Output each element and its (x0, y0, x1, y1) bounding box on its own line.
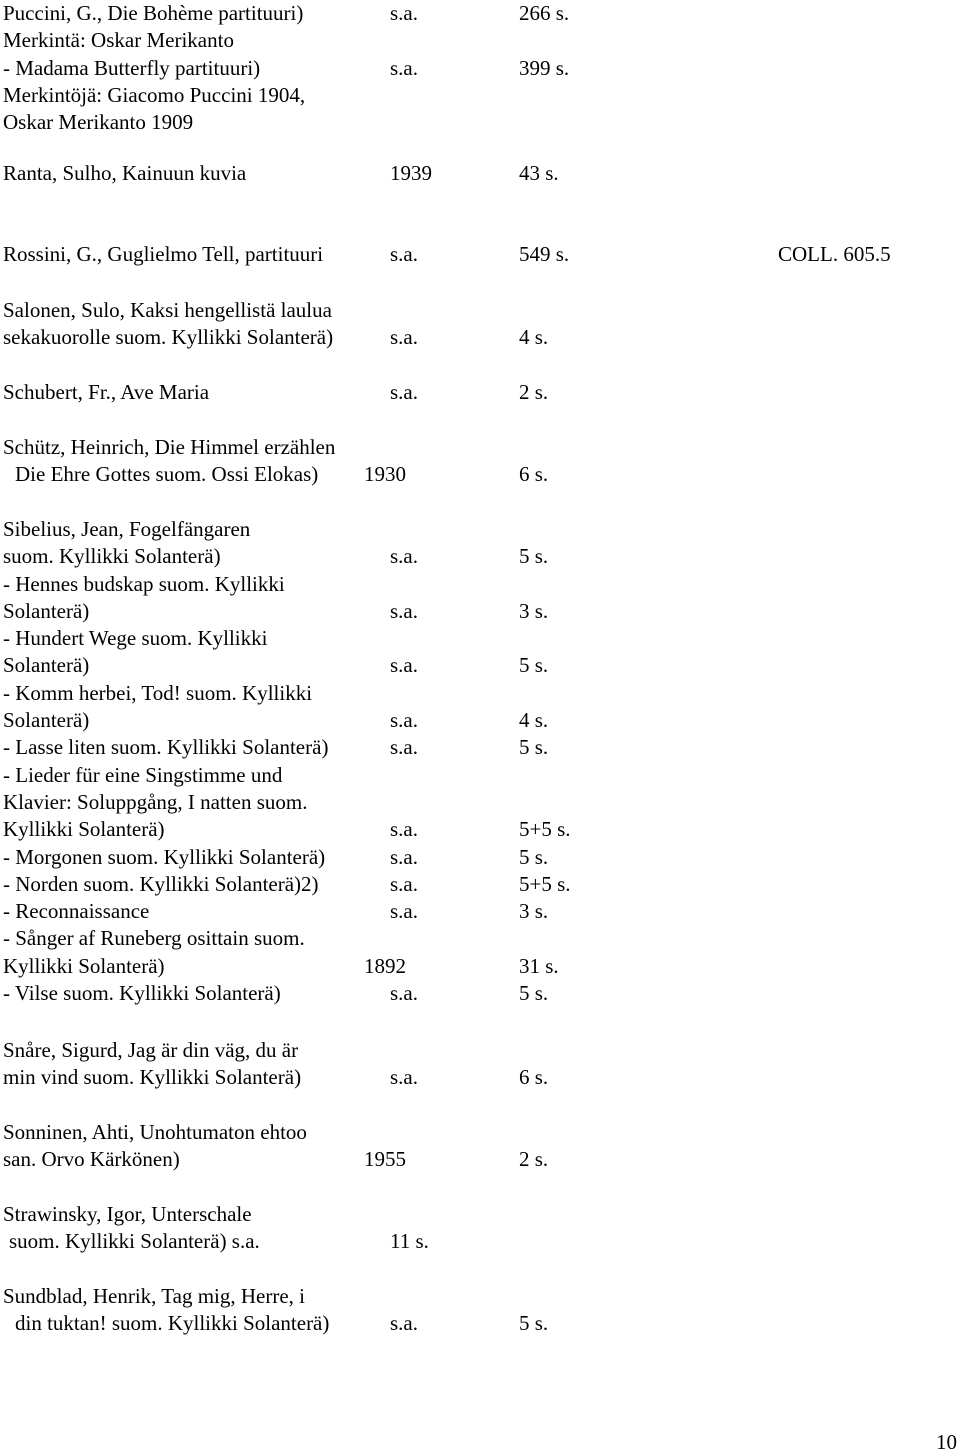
entry-year: s.a. (390, 708, 418, 733)
catalog-entry-schutz (0, 434, 960, 489)
entry-line (0, 82, 960, 109)
entry-pages: 5 s. (519, 653, 549, 678)
entry-line (0, 1146, 960, 1173)
entry-pages: 5 s. (519, 1311, 549, 1336)
entry-title: Sundblad, Henrik, Tag mig, Herre, i (3, 1284, 305, 1308)
entry-line (0, 1119, 960, 1146)
entry-pages: 3 s. (519, 899, 549, 924)
entry-line (0, 844, 960, 871)
entry-title: Solanterä) (3, 708, 90, 733)
entry-line (0, 980, 960, 1007)
entry-year: 1955 (364, 1147, 406, 1172)
entry-pages: 2 s. (519, 380, 549, 404)
catalog-entry-salonen (0, 297, 960, 352)
catalog-entry-snare (0, 1037, 960, 1092)
entry-year: s.a. (390, 242, 418, 266)
entry-title: suom. Kyllikki Solanterä) s.a. (9, 1229, 260, 1254)
entry-line (0, 762, 960, 789)
entry-line (0, 0, 960, 27)
entry-title: - Vilse suom. Kyllikki Solanterä) (3, 981, 281, 1006)
entry-title: Merkintä: Oskar Merikanto (3, 28, 234, 53)
entry-title: Sibelius, Jean, Fogelfängaren (3, 517, 251, 541)
catalog-entry-ranta (0, 160, 960, 187)
entry-line (0, 1228, 960, 1255)
entry-pages: 11 s. (390, 1229, 429, 1254)
entry-pages: 31 s. (519, 953, 559, 978)
entry-line (0, 516, 960, 543)
entry-pages: 43 s. (519, 161, 559, 185)
entry-line (0, 652, 960, 679)
entry-pages: 2 s. (519, 1147, 549, 1172)
entry-line (0, 816, 960, 843)
entry-title: - Norden suom. Kyllikki Solanterä)2) (3, 871, 319, 896)
entry-line (0, 379, 960, 406)
entry-title: Snåre, Sigurd, Jag är din väg, du är (3, 1038, 299, 1062)
entry-title: - Hundert Wege suom. Kyllikki (3, 626, 268, 651)
entry-line (0, 109, 960, 136)
entry-title: Klavier: Soluppgång, I natten suom. (3, 789, 308, 814)
entry-year: s.a. (390, 1, 418, 25)
entry-line (0, 434, 960, 461)
entry-year: s.a. (390, 544, 418, 569)
entry-line (0, 241, 960, 268)
entry-pages: 5 s. (519, 735, 549, 760)
entry-pages: 4 s. (519, 325, 549, 350)
entry-title: Solanterä) (3, 598, 90, 623)
entry-pages: 6 s. (519, 462, 549, 487)
entry-title: - Madama Butterfly partituuri) (3, 55, 261, 80)
catalog-entry-schubert (0, 379, 960, 406)
entry-line (0, 1064, 960, 1091)
entry-year: s.a. (390, 899, 418, 924)
entry-title: Solanterä) (3, 653, 90, 678)
entry-pages: 5 s. (519, 544, 549, 569)
entry-title: - Lasse liten suom. Kyllikki Solanterä) (3, 735, 329, 760)
entry-year: s.a. (390, 871, 418, 896)
entry-line (0, 1283, 960, 1310)
entry-title: - Reconnaissance (3, 899, 150, 924)
entry-title: Sonninen, Ahti, Unohtumaton ehtoo (3, 1120, 307, 1144)
entry-pages: 4 s. (519, 708, 549, 733)
entry-line (0, 297, 960, 324)
entry-line (0, 871, 960, 898)
entry-title: Oskar Merikanto 1909 (3, 110, 194, 135)
catalog-entry-strawinsky (0, 1201, 960, 1256)
entry-title: san. Orvo Kärkönen) (3, 1147, 180, 1172)
entry-title: Kyllikki Solanterä) (3, 817, 165, 842)
entry-pages: 5+5 s. (519, 871, 571, 896)
entry-pages: 399 s. (519, 55, 570, 80)
entry-line (0, 571, 960, 598)
catalog-entry-rossini (0, 241, 960, 268)
entry-year: s.a. (390, 653, 418, 678)
entry-line (0, 55, 960, 82)
entry-year: s.a. (390, 55, 418, 80)
entry-line (0, 707, 960, 734)
entry-year: 1892 (364, 953, 406, 978)
entry-title: - Lieder für eine Singstimme und (3, 762, 283, 787)
entry-title: Schütz, Heinrich, Die Himmel erzählen (3, 435, 336, 459)
entry-year: s.a. (390, 1065, 418, 1090)
entry-title: Salonen, Sulo, Kaksi hengellistä laulua (3, 298, 332, 322)
entry-year: s.a. (390, 380, 418, 404)
entry-title: suom. Kyllikki Solanterä) (3, 544, 221, 569)
entry-year: s.a. (390, 325, 418, 350)
entry-title: - Morgonen suom. Kyllikki Solanterä) (3, 844, 326, 869)
entry-line (0, 898, 960, 925)
entry-line (0, 1037, 960, 1064)
entry-title: Ranta, Sulho, Kainuun kuvia (3, 161, 247, 185)
page-number: 10 (936, 1430, 957, 1454)
entry-line (0, 598, 960, 625)
entry-title: sekakuorolle suom. Kyllikki Solanterä) (3, 325, 334, 350)
entry-year: s.a. (390, 1311, 418, 1336)
entry-title: - Hennes budskap suom. Kyllikki (3, 571, 285, 596)
entry-pages: 3 s. (519, 598, 549, 623)
catalog-entry-sundblad (0, 1283, 960, 1338)
entry-title: - Sånger af Runeberg osittain suom. (3, 926, 305, 951)
entry-title: Die Ehre Gottes suom. Ossi Elokas) (15, 462, 319, 487)
entry-line (0, 1310, 960, 1337)
entry-line (0, 1201, 960, 1228)
entry-line (0, 160, 960, 187)
entry-year: 1939 (390, 161, 432, 185)
entry-year: s.a. (390, 817, 418, 842)
entry-line (0, 789, 960, 816)
entry-pages: 6 s. (519, 1065, 549, 1090)
entry-title: Puccini, G., Die Bohème partituuri) (3, 1, 304, 25)
entry-title: Strawinsky, Igor, Unterschale (3, 1202, 252, 1226)
entry-line (0, 925, 960, 952)
entry-title: Schubert, Fr., Ave Maria (3, 380, 210, 404)
entry-line (0, 543, 960, 570)
entry-pages: 266 s. (519, 1, 570, 25)
entry-pages: 5 s. (519, 844, 549, 869)
catalog-entry-sonninen (0, 1119, 960, 1174)
entry-year: s.a. (390, 598, 418, 623)
entry-line (0, 625, 960, 652)
entry-title: Kyllikki Solanterä) (3, 953, 165, 978)
entry-line (0, 461, 960, 488)
entry-line (0, 953, 960, 980)
entry-title: - Komm herbei, Tod! suom. Kyllikki (3, 680, 313, 705)
entry-year: s.a. (390, 844, 418, 869)
entry-title: din tuktan! suom. Kyllikki Solanterä) (15, 1311, 330, 1336)
entry-line (0, 680, 960, 707)
entry-year: s.a. (390, 735, 418, 760)
entry-title: Rossini, G., Guglielmo Tell, partituuri (3, 242, 324, 266)
entry-line (0, 27, 960, 54)
catalog-entry-sibelius (0, 516, 960, 1007)
entry-pages: 5+5 s. (519, 817, 571, 842)
catalog-entry-puccini (0, 0, 960, 136)
collection-code: COLL. 605.5 (778, 242, 891, 266)
entry-line (0, 734, 960, 761)
entry-year: s.a. (390, 981, 418, 1006)
entry-pages: 549 s. (519, 242, 570, 266)
entry-title: min vind suom. Kyllikki Solanterä) (3, 1065, 302, 1090)
entry-year: 1930 (364, 462, 406, 487)
entry-line (0, 324, 960, 351)
entry-title: Merkintöjä: Giacomo Puccini 1904, (3, 82, 306, 107)
entry-pages: 5 s. (519, 981, 549, 1006)
